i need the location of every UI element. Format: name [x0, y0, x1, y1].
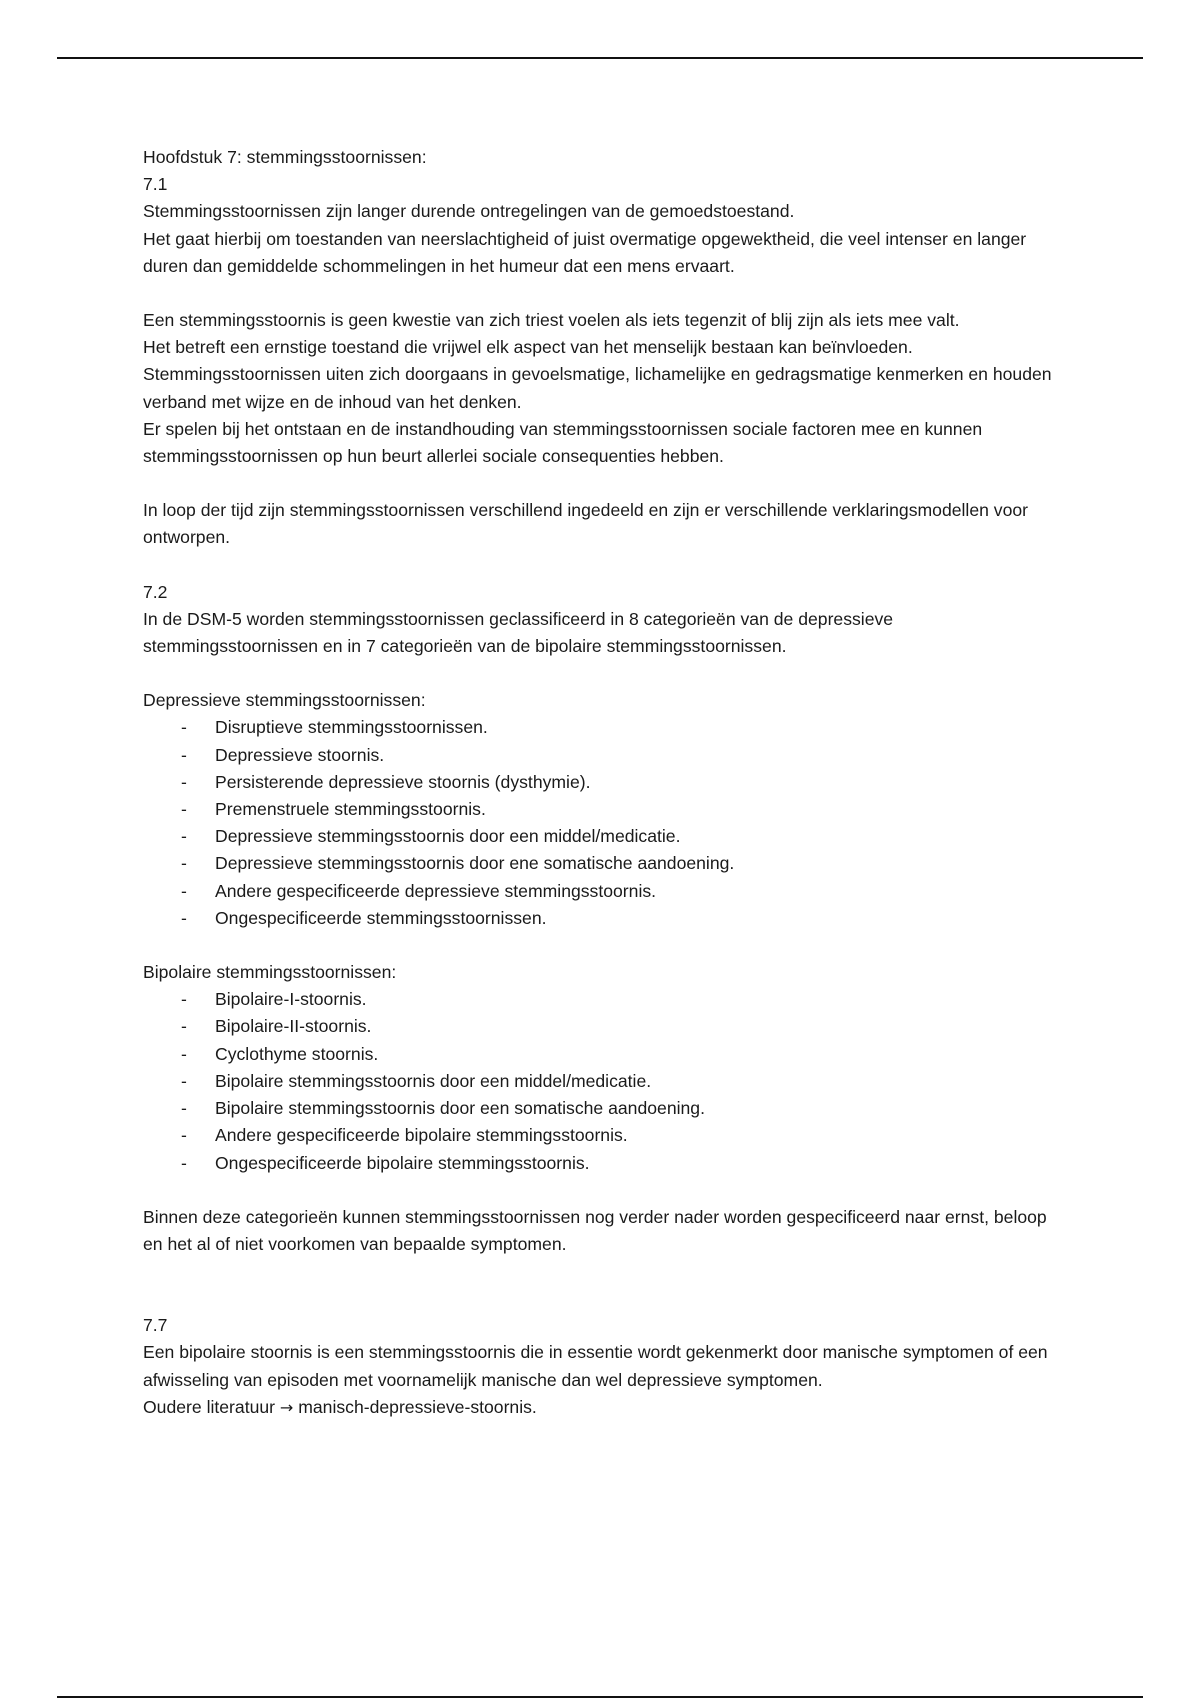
section-number-7-1: 7.1: [143, 174, 168, 195]
s71-para1-line2: Het gaat hierbij om toestanden van neerslachtigheid of juist overmatige opgewektheid, die veel intenser en langer duren dan gemiddelde schommelingen in het humeur dat een mens ervaart.: [143, 228, 1027, 276]
list-item: - Bipolaire-II-stoornis.: [143, 1013, 1063, 1040]
list-item: - Depressieve stoornis.: [143, 742, 1063, 769]
list-item: - Persisterende depressieve stoornis (dysthymie).: [143, 769, 1063, 796]
bullet-dash: -: [181, 799, 187, 820]
list-item: - Cyclothyme stoornis.: [143, 1041, 1063, 1068]
bullet-dash: -: [181, 771, 187, 792]
list-item: - Premenstruele stemmingsstoornis.: [143, 796, 1063, 823]
list-item: - Depressieve stemmingsstoornis door een middel/medicatie.: [143, 823, 1063, 850]
footer-rule: [57, 1696, 1143, 1698]
bullet-dash: -: [181, 989, 187, 1010]
older-literature-label: Oudere literatuur: [143, 1396, 276, 1417]
bullet-dash: -: [181, 717, 187, 738]
s71-para2-line1: Een stemmingsstoornis is geen kwestie van zich triest voelen als iets tegenzit of blij zijn als iets mee valt.: [143, 310, 960, 331]
bipolar-list: [143, 986, 1063, 1176]
bullet-dash: -: [181, 826, 187, 847]
s71-para1-line1: Stemmingsstoornissen zijn langer durende ontregelingen van de gemoedstoestand.: [143, 201, 795, 222]
s72-intro: In de DSM-5 worden stemmingsstoornissen geclassificeerd in 8 categorieën van de depressieve stemmingsstoornissen en in 7 categorieën van de bipolaire stemmingsstoornissen.: [143, 608, 894, 657]
section-number-7-2: 7.2: [143, 581, 168, 602]
bullet-dash: -: [181, 1070, 187, 1091]
right-arrow-icon: →: [279, 1397, 294, 1417]
s77-older-literature: [143, 1394, 1063, 1421]
bullet-dash: -: [181, 907, 187, 928]
bullet-dash: -: [181, 1016, 187, 1037]
header-rule: [57, 57, 1143, 59]
chapter-title: Hoofdstuk 7: stemmingsstoornissen:: [143, 147, 427, 167]
s72-closing: Binnen deze categorieën kunnen stemmingsstoornissen nog verder nader worden gespecificeerd naar ernst, beloop en het al of niet voorkomen van bepaalde symptomen.: [143, 1206, 1047, 1254]
s71-para2-line3: Stemmingsstoornissen uiten zich doorgaans in gevoelsmatige, lichamelijke en gedragsmatige kenmerken en houden verband met wijze en de inhoud van het denken.: [143, 364, 1052, 412]
list-item: - Bipolaire-I-stoornis.: [143, 986, 1063, 1013]
depressive-list: [143, 714, 1063, 932]
list-item: - Andere gespecificeerde depressieve stemmingsstoornis.: [143, 878, 1063, 905]
list-item: - Ongespecificeerde stemmingsstoornissen.: [143, 905, 1063, 932]
older-literature-term: manisch-depressieve-stoornis.: [298, 1396, 537, 1417]
bullet-dash: -: [181, 853, 187, 874]
list-item: - Depressieve stemmingsstoornis door ene somatische aandoening.: [143, 850, 1063, 877]
bullet-dash: -: [181, 1152, 187, 1173]
list-item: - Bipolaire stemmingsstoornis door een somatische aandoening.: [143, 1095, 1063, 1122]
list-item: - Bipolaire stemmingsstoornis door een middel/medicatie.: [143, 1068, 1063, 1095]
s71-para2-line2: Het betreft een ernstige toestand die vrijwel elk aspect van het menselijk bestaan kan beïnvloeden.: [143, 337, 913, 358]
s71-para3: In loop der tijd zijn stemmingsstoornissen verschillend ingedeeld en zijn er verschillende verklaringsmodellen voor ontworpen.: [143, 500, 1029, 548]
bullet-dash: -: [181, 880, 187, 901]
list-item: - Disruptieve stemmingsstoornissen.: [143, 714, 1063, 741]
document-body: [143, 144, 1063, 1421]
list-item: - Ongespecificeerde bipolaire stemmingsstoornis.: [143, 1150, 1063, 1177]
bullet-dash: -: [181, 1098, 187, 1119]
list-item: - Andere gespecificeerde bipolaire stemmingsstoornis.: [143, 1122, 1063, 1149]
s77-para: Een bipolaire stoornis is een stemmingsstoornis die in essentie wordt gekenmerkt door manische symptomen of een afwisseling van episoden met voornamelijk manische dan wel depressieve symptomen.: [143, 1342, 1048, 1390]
bullet-dash: -: [181, 1125, 187, 1146]
depressive-heading: Depressieve stemmingsstoornissen:: [143, 690, 426, 711]
section-number-7-7: 7.7: [143, 1315, 168, 1336]
bullet-dash: -: [181, 1043, 187, 1064]
bipolar-heading: Bipolaire stemmingsstoornissen:: [143, 962, 397, 983]
bullet-dash: -: [181, 744, 187, 765]
s71-para2-line4: Er spelen bij het ontstaan en de instandhouding van stemmingsstoornissen sociale factoren mee en kunnen stemmingsstoornissen op hun beurt allerlei sociale consequenties hebben.: [143, 418, 983, 467]
